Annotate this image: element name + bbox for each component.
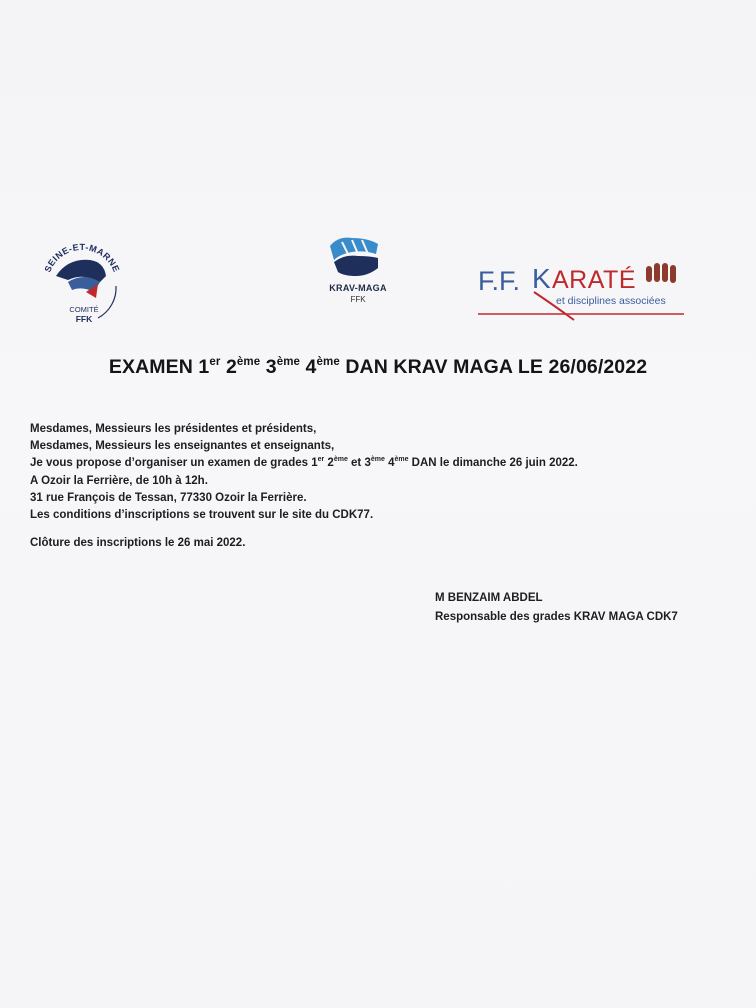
signature-name: M BENZAIM ABDEL xyxy=(435,592,543,604)
body-line: A Ozoir la Ferrière, de 10h à 12h. xyxy=(30,475,208,487)
seine-et-marne-logo xyxy=(38,232,126,324)
ff-karate-logo xyxy=(474,258,688,322)
body-text-part: Je vous propose d’organiser un examen de grades 1 xyxy=(30,457,318,469)
body-line: Les conditions d’inscriptions se trouvent sur le site du CDK77. xyxy=(30,509,374,521)
svg-text:et disciplines associées: et disciplines associées xyxy=(556,295,666,307)
body-text-part: 4 xyxy=(384,457,395,469)
svg-text:ARATÉ: ARATÉ xyxy=(552,266,636,294)
title-sup: ème xyxy=(316,356,340,368)
body-line xyxy=(30,455,670,473)
closing-date: Clôture des inscriptions le 26 mai 2022. xyxy=(30,537,246,549)
svg-text:COMITÉ: COMITÉ xyxy=(69,305,99,314)
page-title xyxy=(0,356,756,379)
title-sup: ème xyxy=(276,356,301,368)
body-line: 31 rue François de Tessan, 77330 Ozoir la Ferrière. xyxy=(30,492,307,504)
letter-body xyxy=(30,421,670,524)
body-sup: ème xyxy=(394,456,409,463)
title-text: 2 xyxy=(220,356,237,378)
body-sup: er xyxy=(317,456,325,463)
svg-text:F.F.: F.F. xyxy=(478,266,521,296)
title-text: 3 xyxy=(260,356,277,378)
krav-maga-logo xyxy=(308,232,408,312)
body-sup: ème xyxy=(370,456,385,463)
krav-maga-sub: FFK xyxy=(350,295,366,304)
title-text: EXAMEN 1 xyxy=(108,356,210,378)
signature-role: Responsable des grades KRAV MAGA CDK7 xyxy=(435,611,678,623)
svg-text:FFK: FFK xyxy=(75,314,93,324)
title-text: DAN KRAV MAGA LE 26/06/2022 xyxy=(339,356,648,378)
body-line: Mesdames, Messieurs les enseignantes et enseignants, xyxy=(30,440,335,452)
body-text-part: et 3 xyxy=(347,457,371,469)
svg-text:SEINE-ET-MARNE: SEINE-ET-MARNE xyxy=(42,241,122,274)
svg-text:K: K xyxy=(532,263,551,294)
title-sup: er xyxy=(209,356,221,368)
title-text: 4 xyxy=(300,356,317,378)
body-text-part: 2 xyxy=(324,457,334,469)
body-line: Mesdames, Messieurs les présidentes et présidents, xyxy=(30,423,317,435)
krav-maga-name: KRAV-MAGA xyxy=(329,283,387,293)
body-sup: ème xyxy=(333,456,348,463)
signature-block xyxy=(435,589,678,627)
body-text-part: DAN le dimanche 26 juin 2022. xyxy=(408,457,578,469)
title-sup: ème xyxy=(236,356,261,368)
